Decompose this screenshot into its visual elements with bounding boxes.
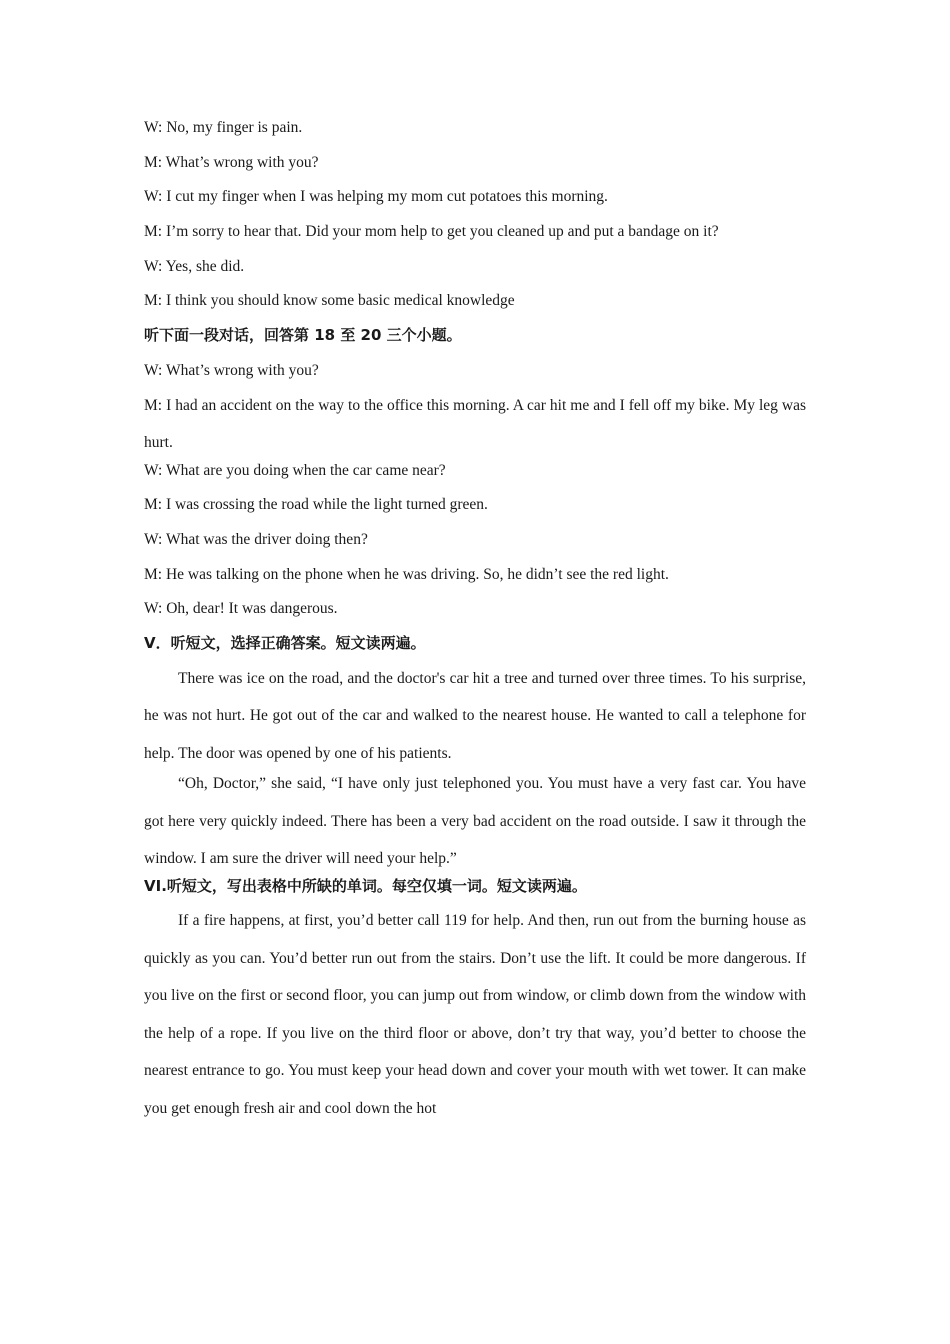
dialogue-line: W: I cut my finger when I was helping my mom cut potatoes this morning. [144,188,608,206]
section-v-paragraph: “Oh, Doctor,” she said, “I have only just telephoned you. You must have a very fast car. You have got here very quickly indeed. There has been a very bad accident on the road outside. I saw it through the window. I am sure the driver will need your help.” [144,775,806,868]
dialogue-line: W: Yes, she did. [144,257,245,275]
dialogue-line: M: I’m sorry to hear that. Did your mom help to get you cleaned up and put a bandage on it? [144,223,719,241]
dialogue-line: W: What was the driver doing then? [144,530,368,548]
dialogue-line: W: What’s wrong with you? [144,361,319,379]
dialogue-line-wrapped: M: I had an accident on the way to the office this morning. A car hit me and I fell off my bike. My leg was hurt. [144,396,806,451]
section-v-heading: V．听短文，选择正确答案。短文读两遍。 [144,633,426,652]
section-v-paragraph: There was ice on the road, and the doctor's car hit a tree and turned over three times. To his surprise, he was not hurt. He got out of the car and walked to the nearest house. He wanted to call a telephone for help. The door was opened by one of his patients. [144,669,806,762]
dialogue-line: W: No, my finger is pain. [144,119,303,136]
dialogue-line: W: What are you doing when the car came near? [144,461,446,479]
dialogue-line: W: Oh, dear! It was dangerous. [144,600,338,618]
dialogue-line: M: I think you should know some basic medical knowledge [144,292,515,310]
section-heading-dialogue: 听下面一段对话，回答第 18 至 20 三个小题。 [144,326,462,345]
section-vi-paragraph: If a fire happens, at first, you’d better call 119 for help. And then, run out from the burning house as quickly as you can. You’d better run out from the stairs. Don’t use the lift. It could be more dangerous. If you live on the first or second floor, you can jump out from window, or climb down from the window with the help of a rope. If you live on the third floor or above, don’t try that way, you’d better to choose the nearest entrance to go. You must keep your head down and cover your mouth with wet tower. It can make you get enough fresh air and cool down the hot [144,912,806,1117]
dialogue-line: M: What’s wrong with you? [144,153,319,171]
dialogue-line: M: He was talking on the phone when he was driving. So, he didn’t see the red light. [144,565,669,583]
document-page [144,116,806,1124]
section-vi-heading: VI.听短文，写出表格中所缺的单词。每空仅填一词。短文读两遍。 [144,876,587,895]
dialogue-line: M: I was crossing the road while the light turned green. [144,496,488,514]
